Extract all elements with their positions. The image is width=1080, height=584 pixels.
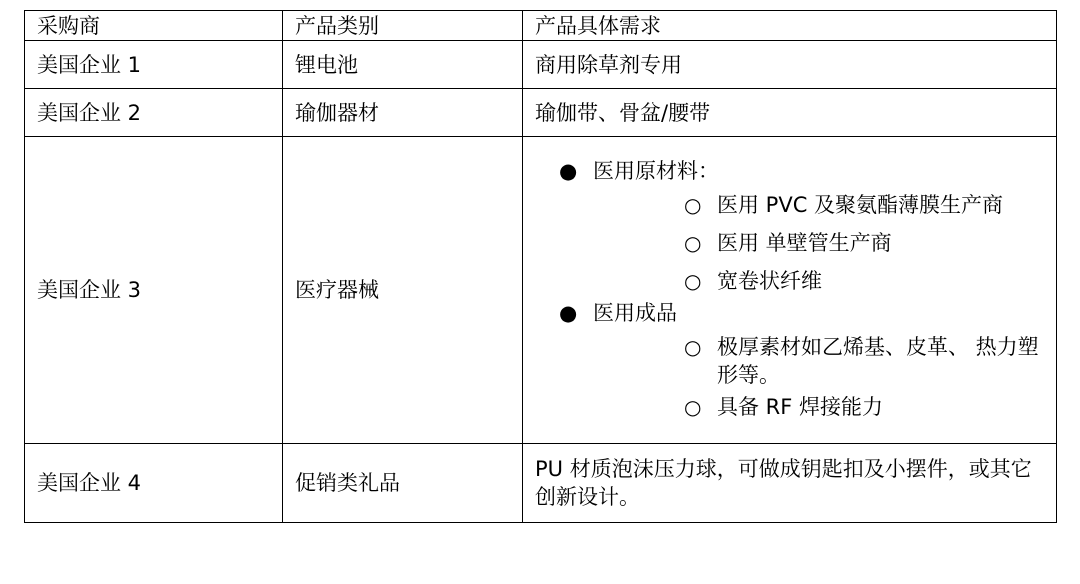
category-cell: 瑜伽器材 — [283, 89, 523, 137]
group-title: 医用原材料： — [593, 159, 719, 183]
item-text: 极厚素材如乙烯基、皮革、 热力塑形等。 — [717, 335, 1039, 387]
list-item — [593, 267, 1044, 295]
buyer-requirements-table — [24, 10, 1057, 523]
header-buyer: 采购商 — [25, 11, 283, 41]
list-item — [593, 333, 1044, 389]
table-row — [25, 89, 1057, 137]
category-cell: 锂电池 — [283, 41, 523, 89]
circle-bullet-icon: ○ — [684, 269, 702, 293]
list-item — [593, 229, 1044, 257]
circle-bullet-icon: ○ — [684, 231, 702, 255]
circle-bullet-icon: ○ — [684, 193, 702, 217]
item-text: 具备 RF 焊接能力 — [717, 395, 884, 419]
item-text: 医用 PVC 及聚氨酯薄膜生产商 — [717, 193, 1004, 217]
header-category: 产品类别 — [283, 11, 523, 41]
circle-bullet-icon: ○ — [684, 335, 702, 359]
table-row — [25, 41, 1057, 89]
buyer-cell: 美国企业 3 — [25, 137, 283, 444]
requirement-cell — [523, 137, 1057, 444]
bullet-icon: ● — [559, 159, 578, 183]
list-item — [535, 299, 1044, 421]
group-title: 医用成品 — [593, 301, 677, 325]
list-item — [593, 393, 1044, 421]
sub-list — [593, 333, 1044, 421]
category-cell: 促销类礼品 — [283, 444, 523, 523]
item-text: 宽卷状纤维 — [717, 269, 822, 293]
requirement-cell: 商用除草剂专用 — [523, 41, 1057, 89]
bullet-icon: ● — [559, 301, 578, 325]
table-row — [25, 444, 1057, 523]
category-cell: 医疗器械 — [283, 137, 523, 444]
requirement-list — [535, 157, 1044, 421]
buyer-cell: 美国企业 1 — [25, 41, 283, 89]
list-item — [535, 157, 1044, 295]
table-row — [25, 137, 1057, 444]
circle-bullet-icon: ○ — [684, 395, 702, 419]
buyer-cell: 美国企业 4 — [25, 444, 283, 523]
buyer-cell: 美国企业 2 — [25, 89, 283, 137]
table-header-row — [25, 11, 1057, 41]
item-text: 医用 单壁管生产商 — [717, 231, 892, 255]
sub-list — [593, 191, 1044, 295]
requirement-cell: PU 材质泡沫压力球，可做成钥匙扣及小摆件，或其它创新设计。 — [523, 444, 1057, 523]
header-requirement: 产品具体需求 — [523, 11, 1057, 41]
list-item — [593, 191, 1044, 219]
requirement-cell: 瑜伽带、骨盆/腰带 — [523, 89, 1057, 137]
